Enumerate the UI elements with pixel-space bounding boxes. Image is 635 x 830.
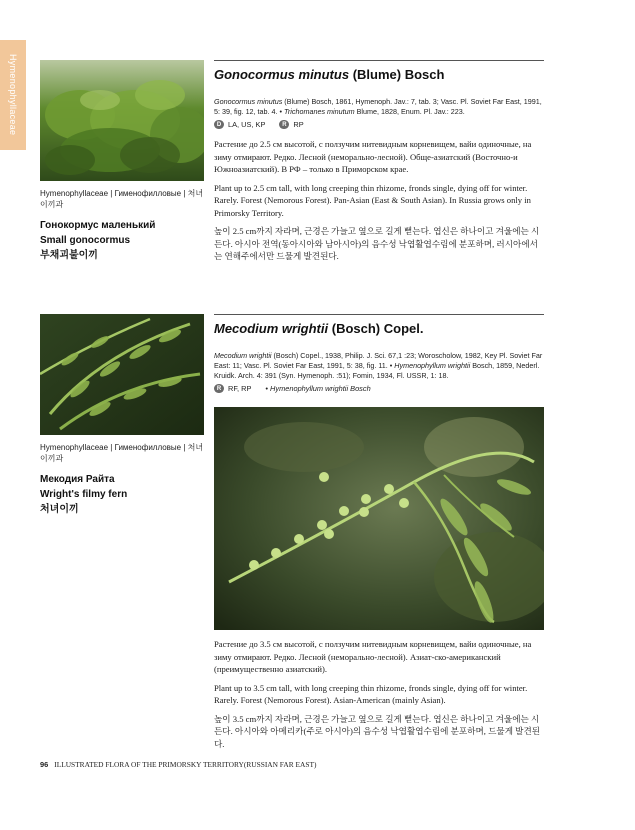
name-ko: 부채괴불이끼 [40, 250, 98, 261]
species-title [214, 321, 544, 336]
syn-ref: Blume, 1828, Enum. Pl. Jav.: 223. [354, 107, 465, 116]
distribution-r-text: RP [293, 120, 304, 129]
name-ru: Гонокормус маленький [40, 220, 156, 231]
description [214, 138, 544, 263]
species-entry-2 [214, 314, 544, 393]
description-en: Plant up to 2.5 cm tall, with long creeping thin rhizome, fronds single, dying off for winter. Rarely. Forest (Nemorous Forest). Pan-Asian (East & South Asian). In Russia grows only in Primorsky Territory. [214, 182, 531, 218]
synonymy [214, 97, 544, 117]
species-title-author: (Blume) Bosch [352, 67, 445, 82]
distribution-r-text: RF, RP [228, 384, 252, 393]
syn-ref: (Bosch) Copel., 1938, Philip. J. Sci. 67,1 :23; Woroscholow, 1982, Key Pl. Soviet Far East: 11; Vasc. Pl. Soviet Far East, 1991, 5: 38, fig. 11. • [214, 351, 543, 370]
section-side-tab [0, 40, 26, 150]
syn-name: Mecodium wrightii [214, 351, 272, 360]
name-en: Small gonocormus [40, 235, 131, 246]
page-footer [40, 760, 316, 769]
syn-ref: Bosch, 1859, Nederl. Kruidk. Arch. 4: 391 (Syn. Hymenoph. :51); Fomin, 1934, Fl. USSR, 1: 18. [214, 361, 540, 380]
distribution-extra: • Hymenophyllum wrightii Bosch [265, 384, 371, 393]
family-label: Hymenophyllaceae | Гименофилловые | 처녀이끼과 [40, 443, 204, 463]
name-en: Wright's filmy fern [40, 489, 128, 500]
distribution-d-text: LA, US, KP [228, 120, 266, 129]
entry-rule [214, 60, 544, 61]
species-photo-1 [40, 60, 204, 181]
name-ru: Мекодия Райта [40, 474, 115, 485]
description-ko: 높이 2.5 cm까지 자라며, 근경은 가늘고 옆으로 길게 뻗는다. 엽신은 하나이고 겨울에는 시든다. 아시아 전역(동아시아와 남아시아)의 음수성 낙엽활엽수림에 분포하며, 러시아에서는 연해주에서만 드물게 발견된다. [214, 226, 540, 261]
common-names [40, 218, 205, 263]
page-number: 96 [40, 760, 49, 769]
description-en: Plant up to 3.5 cm tall, with long creeping thin rhizome, fronds single, dying off for winter. Rarely. Forest (Nemorous Forest). Asian-American (mainly Asian). [214, 682, 528, 705]
species-photo-2 [40, 314, 204, 435]
species-caption-1 [40, 188, 205, 263]
distribution-badge-r: R [279, 120, 289, 129]
distribution-badge-r: R [214, 384, 224, 393]
description-ru: Растение до 3.5 см высотой, с ползучим нитевидным корневищем, вайи одиночные, на зиму отмирают. Редко. Лесной (неморально-лесной). Азиат-ско-американский (преимущественно азиатский). [214, 639, 532, 674]
distribution-badge-d: D [214, 120, 224, 129]
description-ko: 높이 3.5 cm까지 자라며, 근경은 가늘고 옆으로 길게 뻗는다. 엽신은 하나이고 겨울에는 시든다. 아시아와 아메리카(주로 아시아)의 음수성 낙엽활엽수림에 분포하며, 드물게 발견된다. [214, 713, 541, 749]
species-caption-2 [40, 442, 205, 517]
species-photo-2-large [214, 407, 544, 630]
syn-name: Gonocormus minutus [214, 97, 283, 106]
entry-rule [214, 314, 544, 315]
description-ru: Растение до 2.5 см высотой, с ползучим нитевидным корневищем, вайи одиночные, на зиму отмирают. Редко. Лесной (неморально-лесной). Обще-азиатский (Восточно-и Южноазиатский). В РФ – только в Приморском крае. [214, 139, 532, 174]
common-names [40, 472, 205, 517]
synonymy [214, 351, 544, 381]
distribution-row [214, 384, 544, 393]
syn-ref: (Blume) Bosch, 1861, Hymenoph. Jav.: 7, tab. 3; Vasc. Pl. Soviet Far East, 1991, 5: 39, fig. 12, tab. 4. • [214, 97, 542, 116]
running-title: ILLUSTRATED FLORA OF THE PRIMORSKY TERRITORY(RUSSIAN FAR EAST) [54, 760, 317, 769]
species-title-name: Gonocormus minutus [214, 67, 350, 82]
species-entry-1 [214, 60, 544, 269]
family-label: Hymenophyllaceae | Гименофилловые | 처녀이끼과 [40, 189, 204, 209]
species-title-name: Mecodium wrightii [214, 321, 329, 336]
side-tab-label: Hymenophyllaceae [8, 54, 18, 136]
syn-name: Trichomanes minutum [284, 107, 355, 116]
name-ko: 처녀이끼 [40, 504, 79, 515]
species-title [214, 67, 544, 82]
description-2 [214, 638, 544, 756]
syn-name: Hymenophyllum wrightii [394, 361, 471, 370]
species-title-author: (Bosch) Copel. [331, 321, 424, 336]
distribution-row [214, 120, 544, 129]
